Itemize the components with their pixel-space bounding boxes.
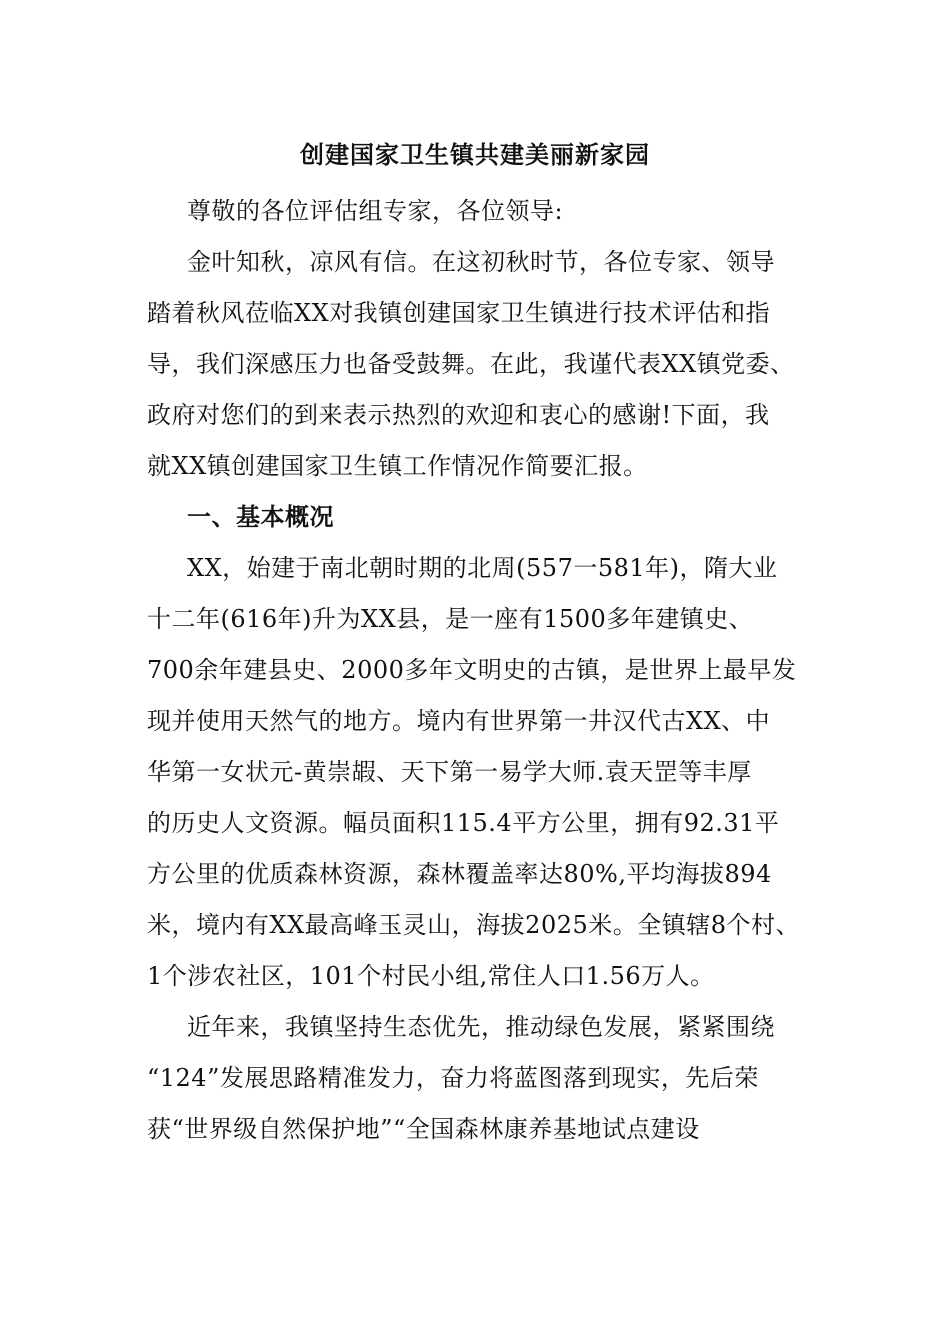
paragraph2-line-5: 华第一女状元-黄崇嘏、天下第一易学大师.袁天罡等丰厚: [147, 758, 752, 786]
paragraph1-line-4: 政府对您们的到来表示热烈的欢迎和衷心的感谢!下面，我: [147, 401, 770, 429]
paragraph3-line-3: 获“世界级自然保护地”“全国森林康养基地试点建设: [147, 1115, 700, 1143]
paragraph3-line-2: “124”发展思路精准发力，奋力将蓝图落到现实，先后荣: [147, 1064, 759, 1092]
paragraph1-line-2: 踏着秋风莅临XX对我镇创建国家卫生镇进行技术评估和指: [147, 299, 771, 327]
paragraph2-line-3: 700余年建县史、2000多年文明史的古镇，是世界上最早发: [147, 656, 797, 684]
section-heading: 一、基本概况: [187, 502, 334, 531]
paragraph2-line-4: 现并使用天然气的地方。境内有世界第一井汉代古XX、中: [147, 707, 771, 735]
greeting-line: 尊敬的各位评估组专家，各位领导:: [187, 197, 564, 225]
document-title: 创建国家卫生镇共建美丽新家园: [300, 140, 650, 169]
paragraph2-line-8: 米，境内有XX最高峰玉灵山，海拔2025米。全镇辖8个村、: [147, 911, 801, 939]
paragraph3-line-1: 近年来，我镇坚持生态优先，推动绿色发展，紧紧围绕: [187, 1013, 775, 1041]
paragraph2-line-9: 1个涉农社区，101个村民小组,常住人口1.56万人。: [147, 962, 715, 990]
paragraph2-line-2: 十二年(616年)升为XX县，是一座有1500多年建镇史、: [147, 605, 754, 633]
paragraph2-line-1: XX，始建于南北朝时期的北周(557一581年)，隋大业: [187, 554, 778, 582]
paragraph2-line-7: 方公里的优质森林资源，森林覆盖率达80%,平均海拔894: [147, 860, 772, 888]
paragraph2-line-6: 的历史人文资源。幅员面积115.4平方公里，拥有92.31平: [147, 809, 780, 837]
paragraph1-line-5: 就XX镇创建国家卫生镇工作情况作简要汇报。: [147, 452, 648, 480]
paragraph1-line-1: 金叶知秋，凉风有信。在这初秋时节，各位专家、领导: [187, 248, 775, 276]
paragraph1-line-3: 导，我们深感压力也备受鼓舞。在此，我谨代表XX镇党委、: [147, 350, 795, 378]
